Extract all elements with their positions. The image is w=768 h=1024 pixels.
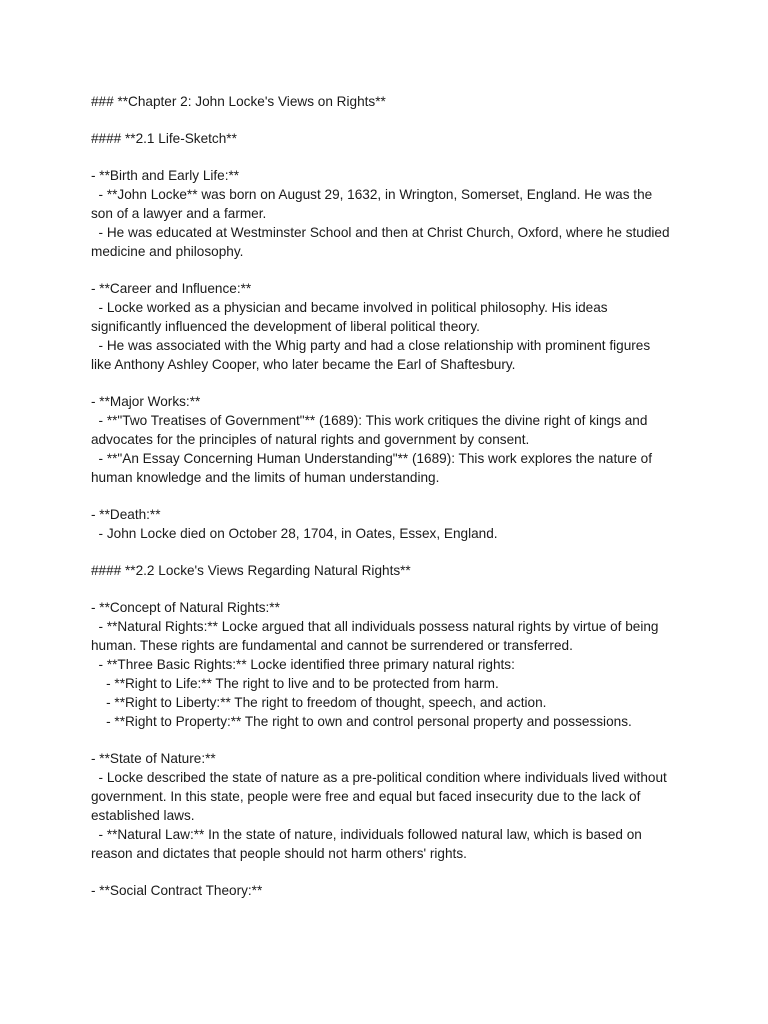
blank-line bbox=[91, 863, 691, 881]
text-line: - **Natural Law:** In the state of nature, individuals followed natural law, which is based on bbox=[91, 827, 642, 842]
blank-line bbox=[91, 580, 691, 598]
text-line: - **Right to Life:** The right to live and to be protected from harm. bbox=[91, 676, 499, 691]
text-line: - **Concept of Natural Rights:** bbox=[91, 600, 280, 615]
text-line: - Locke worked as a physician and became involved in political philosophy. His ideas bbox=[91, 300, 608, 315]
text-line: - **Social Contract Theory:** bbox=[91, 883, 263, 898]
text-line: advocates for the principles of natural rights and government by consent. bbox=[91, 432, 530, 447]
text-line: #### **2.1 Life-Sketch** bbox=[91, 131, 237, 146]
text-line: - **State of Nature:** bbox=[91, 751, 216, 766]
text-line: medicine and philosophy. bbox=[91, 244, 244, 259]
text-line: human knowledge and the limits of human understanding. bbox=[91, 470, 440, 485]
text-line: - Locke described the state of nature as a pre-political condition where individuals lived without bbox=[91, 770, 667, 785]
text-line: human. These rights are fundamental and cannot be surrendered or transferred. bbox=[91, 638, 573, 653]
blank-line bbox=[91, 543, 691, 561]
text-line: significantly influenced the development of liberal political theory. bbox=[91, 319, 480, 334]
text-line: government. In this state, people were free and equal but faced insecurity due to the lack of bbox=[91, 789, 641, 804]
text-line: reason and dictates that people should not harm others' rights. bbox=[91, 846, 467, 861]
text-line: - **Right to Liberty:** The right to freedom of thought, speech, and action. bbox=[91, 695, 547, 710]
text-line: son of a lawyer and a farmer. bbox=[91, 206, 267, 221]
text-line: - **Birth and Early Life:** bbox=[91, 168, 240, 183]
text-line: #### **2.2 Locke's Views Regarding Natural Rights** bbox=[91, 563, 411, 578]
text-line: - **"Two Treatises of Government"** (1689): This work critiques the divine right of kings and bbox=[91, 413, 648, 428]
text-line: - **Three Basic Rights:** Locke identified three primary natural rights: bbox=[91, 657, 515, 672]
blank-line bbox=[91, 487, 691, 505]
text-line: - He was associated with the Whig party and had a close relationship with prominent figures bbox=[91, 338, 651, 353]
document-body bbox=[91, 92, 691, 900]
text-line: - **Natural Rights:** Locke argued that all individuals possess natural rights by virtue of being bbox=[91, 619, 659, 634]
text-line: established laws. bbox=[91, 808, 195, 823]
text-line: ### **Chapter 2: John Locke's Views on Rights** bbox=[91, 94, 386, 109]
blank-line bbox=[91, 374, 691, 392]
blank-line bbox=[91, 111, 691, 129]
blank-line bbox=[91, 261, 691, 279]
text-line: like Anthony Ashley Cooper, who later became the Earl of Shaftesbury. bbox=[91, 357, 516, 372]
text-line: - He was educated at Westminster School and then at Christ Church, Oxford, where he studied bbox=[91, 225, 670, 240]
blank-line bbox=[91, 731, 691, 749]
text-line: - **Major Works:** bbox=[91, 394, 201, 409]
blank-line bbox=[91, 148, 691, 166]
text-line: - **John Locke** was born on August 29, 1632, in Wrington, Somerset, England. He was the bbox=[91, 187, 653, 202]
text-line: - **"An Essay Concerning Human Understanding"** (1689): This work explores the nature of bbox=[91, 451, 652, 466]
text-line: - **Right to Property:** The right to own and control personal property and possessions. bbox=[91, 714, 632, 729]
text-line: - **Death:** bbox=[91, 507, 161, 522]
text-line: - John Locke died on October 28, 1704, in Oates, Essex, England. bbox=[91, 526, 498, 541]
text-line: - **Career and Influence:** bbox=[91, 281, 252, 296]
